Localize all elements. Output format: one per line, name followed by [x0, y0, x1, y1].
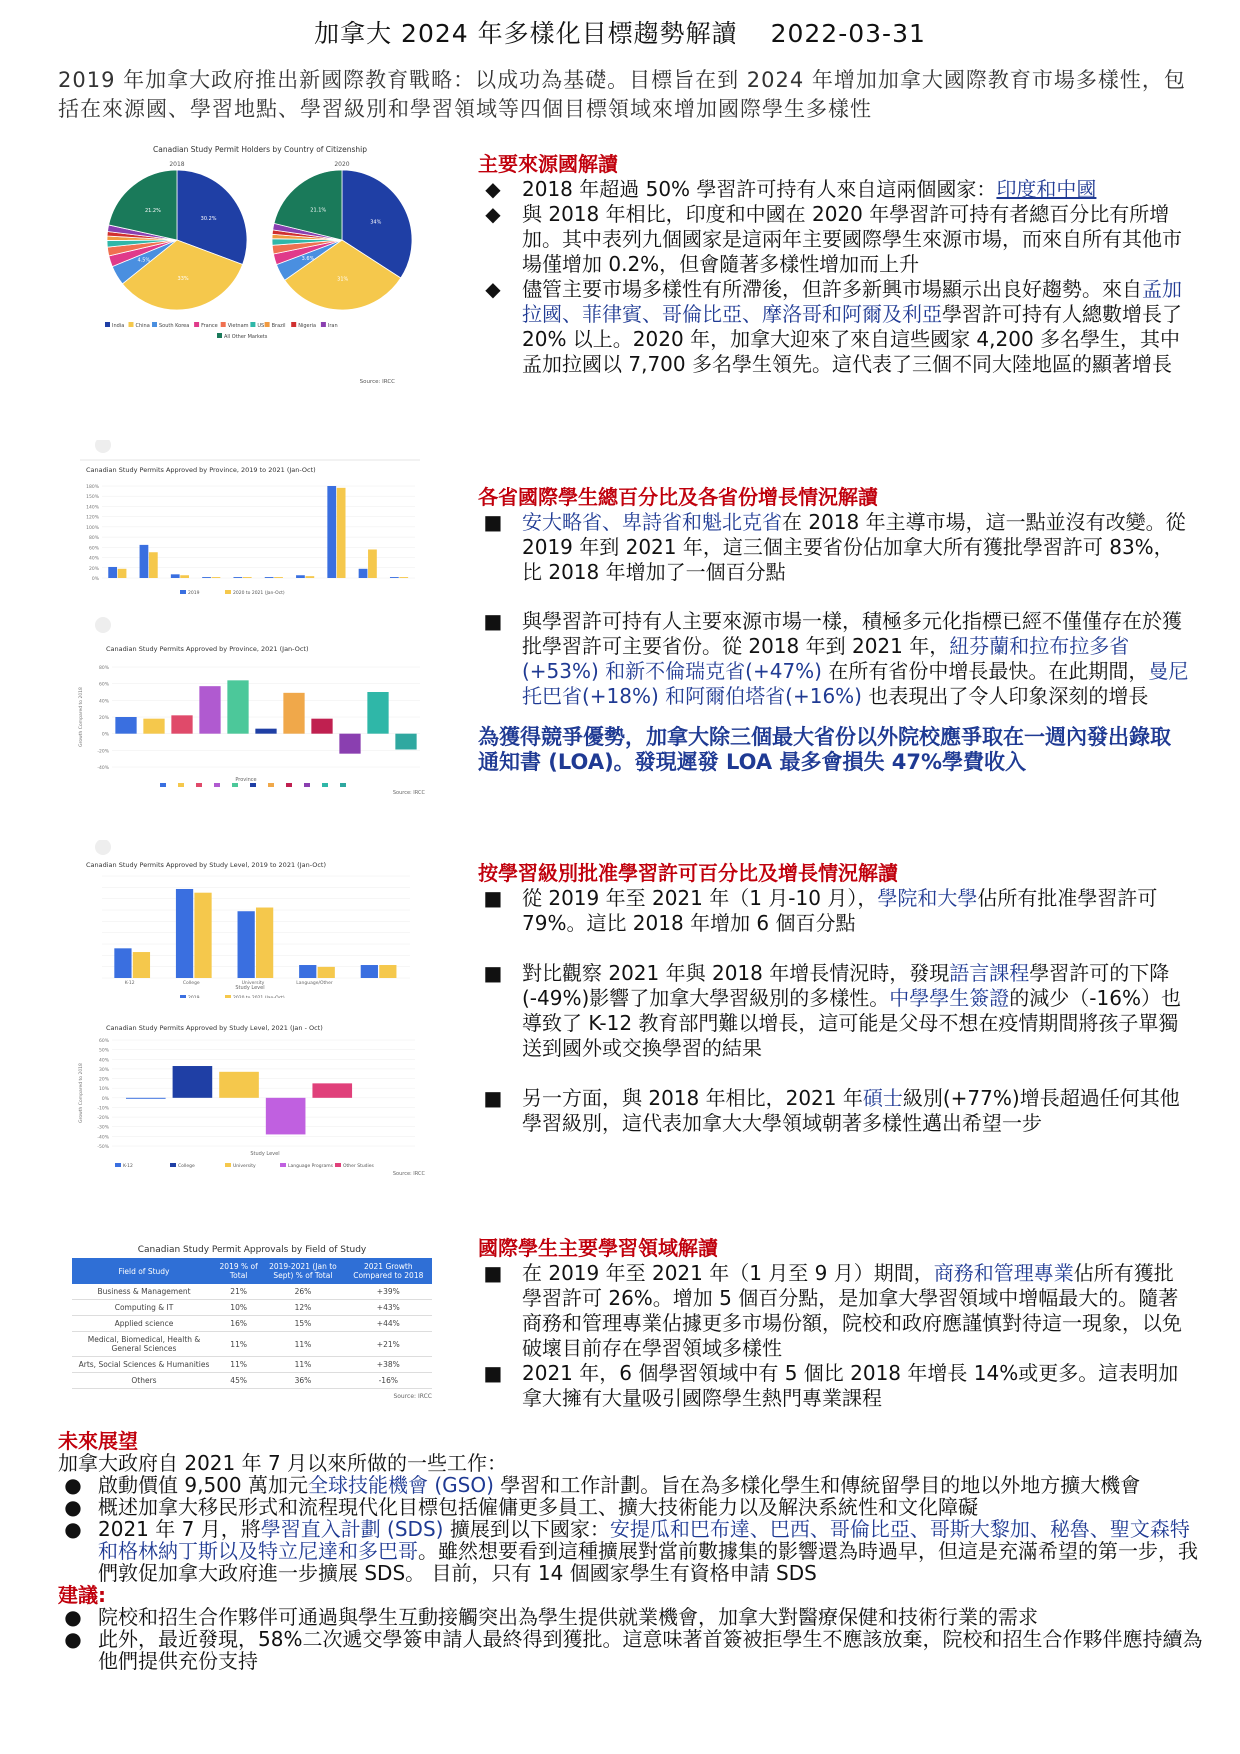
sec1-b2-text: 與 2018 年相比，印度和中國在 2020 年學習許可持有者總百分比有所增加。其中表列九個國家是這兩年主要國際學生來源市場，而來自所有其他市場僅增加 0.2%，但會隨著多樣性增加而上升 — [522, 202, 1182, 276]
y-tick-label: -20% — [97, 1116, 109, 1122]
x-tick-label: K-12 — [124, 981, 135, 986]
future-heading: 未來展望 — [58, 1429, 138, 1453]
table-cell: Applied science — [72, 1316, 216, 1332]
sec3-b2-highlight-1: 語言課程 — [949, 961, 1030, 985]
title-text: 加拿大 2024 年多樣化目標趨勢解讀 — [314, 19, 738, 48]
y-tick-label: 180% — [86, 485, 99, 490]
bar — [108, 567, 117, 578]
future-b3-post: 。雖然想要看到這種擴展對當前數據集的影響還為時過早，但這是充滿希望的第一步，我們敦促加拿大政府進一步擴展 SDS。 目前，只有 14 個國家學生有資格申請 SDS — [98, 1539, 1198, 1585]
sec1-b3-text: 儘管主要市場多樣性有所滯後，但許多新興市場顯示出良好趨勢。來自 — [522, 277, 1142, 301]
legend-label: US — [257, 323, 265, 329]
sec2-b2-highlight-2: 曼尼托巴省(+18%) 和阿爾伯塔省(+16%) — [522, 659, 1189, 708]
section-field-of-study — [478, 1232, 1190, 1411]
bar — [219, 1072, 259, 1098]
legend-swatch — [217, 333, 222, 338]
pie-data-label: 4.5% — [137, 257, 151, 264]
bar — [312, 1083, 352, 1097]
table-header-cell: 2019-2021 (Jan to Sept) % of Total — [261, 1258, 344, 1284]
y-tick-label: 30% — [98, 1067, 109, 1073]
y-tick-label: 100% — [86, 525, 99, 531]
legend-label: College — [178, 1164, 195, 1169]
bar — [238, 911, 255, 978]
bar — [361, 965, 378, 978]
table-row — [72, 1284, 432, 1300]
future-intro: 加拿大政府自 2021 年 7 月以來所做的一些工作： — [58, 1451, 508, 1475]
y-tick-label: 50% — [98, 1048, 109, 1054]
bar — [296, 575, 305, 578]
bar — [399, 577, 408, 578]
sec1-b3-highlight: 孟加拉國、菲律賓、哥倫比亞、摩洛哥和阿爾及利亞 — [522, 277, 1182, 326]
legend-swatch — [225, 1163, 231, 1167]
figure-study-level-2019-2021 — [70, 840, 430, 1005]
sec2-b2-highlight-1: 紐芬蘭和拉布拉多省(+53%) 和新不倫瑞克省(+47%) — [522, 634, 1130, 683]
sec1-heading: 主要來源國解讀 — [478, 152, 618, 176]
legend-label: 2019 — [188, 591, 200, 596]
share-icon — [95, 440, 111, 453]
pie-data-label: 21.2% — [144, 207, 161, 214]
legend-swatch — [304, 783, 310, 787]
sec3-b3-text: 另一方面，與 2018 年相比，2021 年 — [522, 1086, 863, 1110]
share-icon — [95, 840, 111, 855]
recommend-heading: 建議: — [58, 1583, 106, 1607]
fig1-title: Canadian Study Permit Holders by Country of Citizenship — [153, 145, 367, 154]
bar — [339, 734, 360, 754]
legend-swatch — [250, 783, 256, 787]
y-tick-label: 40% — [88, 556, 99, 562]
fig5-bars — [78, 1038, 415, 1169]
sec2-b1-text: 在 2018 年主導市場，這一點並沒有改變。從 2019 年到 2021 年，這三個主要省份佔加拿大所有獲批學習許可 83%，比 2018 年增加了一個百分點 — [522, 510, 1186, 584]
diamond-bullet-icon: ◆ — [485, 177, 501, 201]
legend-swatch — [232, 783, 238, 787]
recommend-bullet-2 — [58, 1628, 1208, 1672]
legend-swatch — [265, 322, 270, 327]
table-cell: 12% — [261, 1300, 344, 1316]
spacer — [478, 585, 1190, 609]
bar — [283, 693, 304, 734]
bar — [395, 734, 416, 750]
legend-swatch — [322, 783, 328, 787]
legend-label: 2020 to 2021 (Jan-Oct) — [233, 591, 285, 596]
diamond-bullet-icon: ◆ — [485, 202, 501, 226]
table-cell: -16% — [345, 1373, 432, 1389]
title-date: 2022-03-31 — [770, 19, 926, 48]
sec3-heading: 按學習級別批准學習許可百分比及增長情況解讀 — [478, 861, 898, 885]
sec4-b1-highlight: 商務和管理專業 — [933, 1261, 1074, 1285]
legend-swatch — [105, 322, 110, 327]
y-tick-label: 0% — [91, 577, 99, 582]
fig6-title: Canadian Study Permit Approvals by Field of Study — [137, 1245, 367, 1255]
legend-swatch — [180, 590, 186, 594]
square-bullet-icon: ■ — [483, 510, 503, 534]
table-row — [72, 1332, 432, 1357]
bar — [359, 569, 368, 578]
bar — [176, 889, 193, 978]
sec1-b1-link[interactable]: 印度和中國 — [996, 177, 1097, 201]
y-tick-label: 20% — [98, 716, 109, 721]
dot-bullet-icon: ● — [64, 1627, 82, 1651]
bar — [311, 719, 332, 734]
legend-swatch — [196, 783, 202, 787]
y-tick-label: 0% — [101, 1096, 109, 1102]
fig1-source: Source: IRCC — [359, 379, 395, 385]
table-row — [72, 1316, 432, 1332]
legend-swatch — [221, 322, 226, 327]
table-header-cell: 2021 Growth Compared to 2018 — [345, 1258, 432, 1284]
future-b1-highlight: 全球技能機會 (GSO) — [307, 1473, 494, 1497]
y-tick-label: 40% — [98, 1058, 109, 1064]
y-tick-label: 60% — [88, 546, 99, 552]
square-bullet-icon: ■ — [483, 609, 503, 633]
legend-swatch — [280, 1163, 286, 1167]
sec4-bullet-2 — [478, 1361, 1190, 1411]
future-b3-highlight-1: 學習直入計劃 (SDS) — [260, 1517, 444, 1541]
bar — [337, 488, 346, 578]
legend-swatch — [291, 322, 296, 327]
table-row — [72, 1373, 432, 1389]
y-tick-label: 60% — [98, 1039, 109, 1044]
table-cell: +44% — [345, 1316, 432, 1332]
fig2-title: Canadian Study Permits Approved by Province, 2019 to 2021 (Jan-Oct) — [86, 466, 316, 474]
future-b1-text: 啟動價值 9,500 萬加元 — [98, 1473, 308, 1497]
spacer — [478, 936, 1190, 961]
fig5-source: Source: IRCC — [392, 1171, 425, 1177]
legend-swatch — [286, 783, 292, 787]
legend-swatch — [178, 783, 184, 787]
sec1-bullet-3 — [478, 277, 1190, 377]
table-header-cell: 2019 % of Total — [216, 1258, 261, 1284]
y-tick-label: 80% — [98, 666, 109, 671]
table-cell: 11% — [261, 1357, 344, 1373]
bar — [149, 552, 158, 578]
fig2-bars — [86, 484, 415, 596]
intro-paragraph: 2019 年加拿大政府推出新國際教育戰略：以成功為基礎。目標旨在到 2024 年增加加拿大國際教育市場多樣性，包括在來源國、學習地點、學習級別和學習領域等四個目標領域來增加國際學生多樣性 — [58, 68, 1186, 121]
legend-swatch — [225, 590, 231, 594]
figure-country-pies — [95, 140, 430, 385]
bar — [171, 715, 192, 733]
table-row — [72, 1300, 432, 1316]
sec2-b2-text: 與學習許可持有人主要來源市場一樣，積極多元化指標已經不僅僅存在於獲批學習許可主要省份。從 2018 年到 2021 年， — [522, 609, 1182, 658]
figure-province-2021-growth — [70, 617, 430, 797]
legend-swatch — [115, 1163, 121, 1167]
square-bullet-icon: ■ — [483, 886, 503, 910]
sec2-heading: 各省國際學生總百分比及各省份增長情況解讀 — [478, 485, 878, 509]
y-tick-label: 140% — [86, 505, 99, 511]
recommend-bullet-1 — [58, 1606, 1208, 1628]
bar — [143, 719, 164, 734]
legend-swatch — [152, 322, 157, 327]
table-cell: Arts, Social Sciences & Humanities — [72, 1357, 216, 1373]
legend-swatch — [335, 1163, 341, 1167]
section-source-countries — [478, 148, 1190, 377]
y-tick-label: 80% — [88, 536, 99, 542]
table-cell: Others — [72, 1373, 216, 1389]
table-cell: +43% — [345, 1300, 432, 1316]
legend-swatch — [321, 322, 326, 327]
bar — [115, 717, 136, 734]
dot-bullet-icon: ● — [64, 1495, 82, 1519]
y-axis-label: Growth Compared to 2018 — [79, 687, 84, 747]
legend-label: K-12 — [123, 1164, 133, 1169]
sec1-b3-post: 學習許可持有人總數增長了 20% 以上。2020 年，加拿大迎來了來自這些國家 4,200 多名學生，其中孟加拉國以 7,700 多名學生領先。這代表了三個不同大陸地區的顯著增長 — [522, 302, 1182, 376]
share-icon — [95, 617, 111, 633]
table-cell: Computing & IT — [72, 1300, 216, 1316]
section-study-level — [478, 857, 1190, 1136]
legend-label: China — [135, 323, 150, 329]
bar — [256, 908, 273, 978]
table-body — [72, 1284, 432, 1389]
sec4-b1-text: 在 2019 年至 2021 年（1 月至 9 月）期間， — [522, 1261, 934, 1285]
future-b3-mid: 擴展到以下國家： — [443, 1517, 610, 1541]
table-header-row — [72, 1258, 432, 1284]
pie-legend — [105, 322, 338, 340]
bar — [255, 729, 276, 734]
sec3-b2-post: 的減少（-16%）也導致了 K-12 教育部門難以增長，這可能是父母不想在疫情期間將孩子單獨送到國外或交換學習的結果 — [522, 986, 1181, 1060]
fig4-bars — [102, 876, 410, 1001]
legend-label: Language Programs — [288, 1164, 333, 1169]
table-cell: +21% — [345, 1332, 432, 1357]
sec1-b1-text: 2018 年超過 50% 學習許可持有人來自這兩個國家： — [522, 177, 997, 201]
future-b2-text: 概述加拿大移民形式和流程現代化目標包括僱傭更多員工、擴大技術能力以及解決系統性和文化障礙 — [98, 1495, 978, 1519]
sec4-bullet-1 — [478, 1261, 1190, 1361]
future-b1-post: 學習和工作計劃。旨在為多樣化學生和傳統留學目的地以外地方擴大機會 — [493, 1473, 1141, 1497]
diamond-bullet-icon: ◆ — [485, 277, 501, 301]
figure-study-level-2021-growth — [70, 998, 430, 1178]
y-tick-label: 150% — [86, 495, 99, 501]
y-tick-label: 120% — [86, 515, 99, 521]
dot-bullet-icon: ● — [64, 1605, 82, 1629]
sec2-bullet-2 — [478, 609, 1190, 709]
sec3-b1-post: 佔所有批准學習許可 79%。這比 2018 年增加 6 個百分點 — [522, 886, 1158, 935]
sec3-bullet-2 — [478, 961, 1190, 1061]
bar — [367, 692, 388, 734]
legend-label: Brazil — [271, 323, 286, 329]
legend-swatch — [268, 783, 274, 787]
future-bullet-3 — [58, 1518, 1208, 1584]
future-b3-highlight-2: 安提瓜和巴布達、巴西、哥倫比亞、哥斯大黎加、秘魯、聖文森特和格林納丁斯以及特立尼達和多巴哥 — [98, 1517, 1190, 1563]
pie-data-label: 3.6% — [301, 255, 315, 262]
sec3-b2-highlight-2: 中學學生簽證 — [889, 986, 1010, 1010]
province-bar-chart-2 — [70, 617, 430, 797]
table-cell: Business & Management — [72, 1284, 216, 1300]
table-cell: 36% — [261, 1373, 344, 1389]
table-cell: 16% — [216, 1316, 261, 1332]
bar — [194, 893, 211, 978]
square-bullet-icon: ■ — [483, 1086, 503, 1110]
table-row — [72, 1357, 432, 1373]
sec1-bullet-2 — [478, 202, 1190, 277]
square-bullet-icon: ■ — [483, 1261, 503, 1285]
fig4-xlabel: Study Level — [235, 985, 265, 991]
future-bullet-2 — [58, 1496, 1208, 1518]
pie-data-label: 33% — [177, 276, 189, 283]
table-cell: +38% — [345, 1357, 432, 1373]
y-tick-label: -30% — [97, 1125, 109, 1131]
table-cell: 15% — [261, 1316, 344, 1332]
bar — [180, 575, 189, 578]
sec4-b2-text: 2021 年，6 個學習領域中有 5 個比 2018 年增長 14%或更多。這表明加拿大擁有大量吸引國際學生熱門專業課程 — [522, 1361, 1179, 1410]
pie-2018 — [107, 170, 247, 310]
legend-label: India — [112, 323, 125, 329]
page-title — [0, 14, 1240, 50]
y-tick-label: -50% — [97, 1145, 109, 1150]
y-tick-label: 10% — [98, 1087, 109, 1093]
square-bullet-icon: ■ — [483, 1361, 503, 1385]
bar — [118, 569, 127, 578]
x-tick-label: University — [241, 981, 265, 986]
bar — [202, 577, 211, 578]
y-axis-label: Growth Compared to 2018 — [79, 1063, 84, 1123]
fig5-title: Canadian Study Permits Approved by Study Level, 2021 (Jan - Oct) — [106, 1024, 323, 1032]
bar — [274, 577, 283, 578]
legend-swatch — [214, 783, 220, 787]
sec3-b1-highlight: 學院和大學 — [877, 886, 978, 910]
recommend-b1-text: 院校和招生合作夥伴可通過與學生互動接觸突出為學生提供就業機會，加拿大對醫療保健和技術行業的需求 — [98, 1605, 1038, 1629]
legend-swatch — [129, 322, 134, 327]
sec2-bullet-1 — [478, 510, 1190, 585]
bar — [379, 965, 396, 978]
x-tick-label: College — [182, 981, 200, 986]
figure-field-of-study-table — [72, 1245, 432, 1410]
x-tick-label: Language/Other — [296, 981, 333, 986]
sec3-b2-text: 對比觀察 2021 年與 2018 年增長情況時，發現 — [522, 961, 950, 985]
recommend-b2-text: 此外，最近發現，58%二次遞交學簽申請人最終得到獲批。這意味著首簽被拒學生不應該放棄，院校和招生合作夥伴應持續為他們提供充份支持 — [98, 1627, 1203, 1673]
province-bar-chart-1 — [70, 440, 430, 610]
future-bullet-1 — [58, 1474, 1208, 1496]
bar — [233, 577, 242, 578]
fig3-xlabel: Province — [235, 777, 257, 783]
bar — [327, 486, 336, 578]
sec2-b1-highlight: 安大略省、卑詩省和魁北克省 — [522, 510, 782, 534]
bar — [140, 545, 149, 578]
table-cell: Medical, Biomedical, Health & General Sciences — [72, 1332, 216, 1357]
sec4-b1-post: 佔所有獲批學習許可 26%。增加 5 個百分點，是加拿大學習領域中增幅最大的。隨著商務和管理專業佔據更多市場份額，院校和政府應謹慎對待這一現象，以免破壞目前存在學習領域多樣性 — [522, 1261, 1182, 1360]
sec3-bullet-3 — [478, 1086, 1190, 1136]
y-tick-label: -10% — [97, 1106, 109, 1112]
table-cell: +39% — [345, 1284, 432, 1300]
section-provinces — [478, 481, 1190, 775]
dot-bullet-icon: ● — [64, 1517, 82, 1541]
fig3-bars — [78, 665, 420, 787]
legend-label: University — [233, 1164, 256, 1169]
bar — [368, 549, 377, 578]
legend-label: Iran — [327, 323, 338, 329]
sec2-b2-post: 也表現出了令人印象深刻的增長 — [862, 684, 1149, 708]
bar — [243, 577, 252, 578]
field-of-study-table — [72, 1258, 432, 1389]
pie-data-label: 34% — [370, 219, 382, 226]
y-tick-label: 20% — [88, 566, 99, 572]
legend-swatch — [340, 783, 346, 787]
bar — [266, 1098, 306, 1135]
legend-swatch — [170, 1163, 176, 1167]
fig5-xlabel: Study Level — [250, 1151, 280, 1157]
dot-bullet-icon: ● — [64, 1473, 82, 1497]
bar — [212, 577, 221, 578]
bar — [199, 686, 220, 734]
bar — [390, 577, 399, 578]
pie-data-label: 21.1% — [310, 207, 327, 214]
table-cell: 11% — [216, 1357, 261, 1373]
sec4-heading: 國際學生主要學習領域解讀 — [478, 1236, 718, 1260]
y-tick-label: -20% — [97, 749, 109, 755]
y-tick-label: 40% — [98, 699, 109, 705]
y-tick-label: 20% — [98, 1077, 109, 1083]
table-cell: 11% — [261, 1332, 344, 1357]
y-tick-label: 0% — [101, 732, 109, 738]
legend-swatch — [250, 322, 255, 327]
pie-2020 — [272, 170, 412, 310]
bar — [305, 576, 314, 578]
pie-chart-svg — [95, 140, 430, 385]
bar — [126, 1098, 166, 1099]
y-tick-label: -40% — [97, 766, 109, 771]
legend-label: Nigeria — [298, 323, 317, 329]
legend-swatch — [160, 783, 166, 787]
sec3-b3-post: 級別(+77%)增長超過任何其他學習級別，這代表加拿大大學領域朝著多樣性邁出希望一步 — [522, 1086, 1180, 1135]
bar — [299, 965, 316, 978]
fig3-title: Canadian Study Permits Approved by Province, 2021 (Jan-Oct) — [106, 645, 309, 653]
fig4-title: Canadian Study Permits Approved by Study Level, 2019 to 2021 (Jan-Oct) — [86, 861, 327, 869]
sec3-b2-mid: 學習許可的下降(-49%)影響了加拿大學習級別的多樣性。 — [522, 961, 1170, 1010]
sec3-bullet-1 — [478, 886, 1190, 936]
future-b3-text: 2021 年 7 月，將 — [98, 1517, 261, 1541]
sec3-b1-text: 從 2019 年至 2021 年（1 月-10 月）， — [522, 886, 878, 910]
figure-province-2019-2021 — [70, 440, 430, 610]
table-cell: 26% — [261, 1284, 344, 1300]
fig1-year-2018: 2018 — [169, 161, 185, 168]
study-level-bar-chart-2 — [70, 998, 430, 1178]
pie-data-label: 31% — [337, 276, 349, 283]
bar — [171, 574, 180, 578]
bar — [173, 1066, 213, 1098]
sec1-bullet-1 — [478, 177, 1190, 202]
study-level-bar-chart-1 — [70, 840, 430, 1005]
table-header-cell: Field of Study — [72, 1258, 216, 1284]
section-future-outlook — [58, 1430, 1208, 1672]
bar — [318, 967, 335, 978]
fig6-source: Source: IRCC — [393, 1393, 432, 1400]
table-cell: 21% — [216, 1284, 261, 1300]
legend-label: France — [201, 323, 218, 329]
sec2-b2-mid: 在所有省份中增長最快。在此期間， — [822, 659, 1149, 683]
table-cell: 11% — [216, 1332, 261, 1357]
loa-callout: 為獲得競爭優勢，加拿大除三個最大省份以外院校應爭取在一週內發出錄取通知書 (LOA)。發現遲發 LOA 最多會損失 47%學費收入 — [478, 725, 1171, 774]
bar — [227, 680, 248, 733]
legend-label: Vietnam — [227, 323, 249, 329]
y-tick-label: 60% — [98, 682, 109, 688]
spacer — [478, 709, 1190, 725]
sec3-b3-highlight: 碩士 — [862, 1086, 903, 1110]
bar — [133, 952, 150, 978]
spacer — [478, 1061, 1190, 1086]
legend-swatch — [194, 322, 199, 327]
table-cell: 45% — [216, 1373, 261, 1389]
bar — [265, 577, 274, 578]
table-cell: 10% — [216, 1300, 261, 1316]
pie-data-label: 30.2% — [200, 216, 217, 223]
legend-label: South Korea — [159, 323, 190, 329]
y-tick-label: -40% — [97, 1135, 109, 1141]
fig1-year-2020: 2020 — [334, 161, 350, 168]
square-bullet-icon: ■ — [483, 961, 503, 985]
fig3-source: Source: IRCC — [392, 790, 425, 796]
legend-label: All Other Markets — [224, 334, 268, 340]
legend-label: Other Studies — [343, 1164, 374, 1169]
bar — [114, 948, 131, 978]
